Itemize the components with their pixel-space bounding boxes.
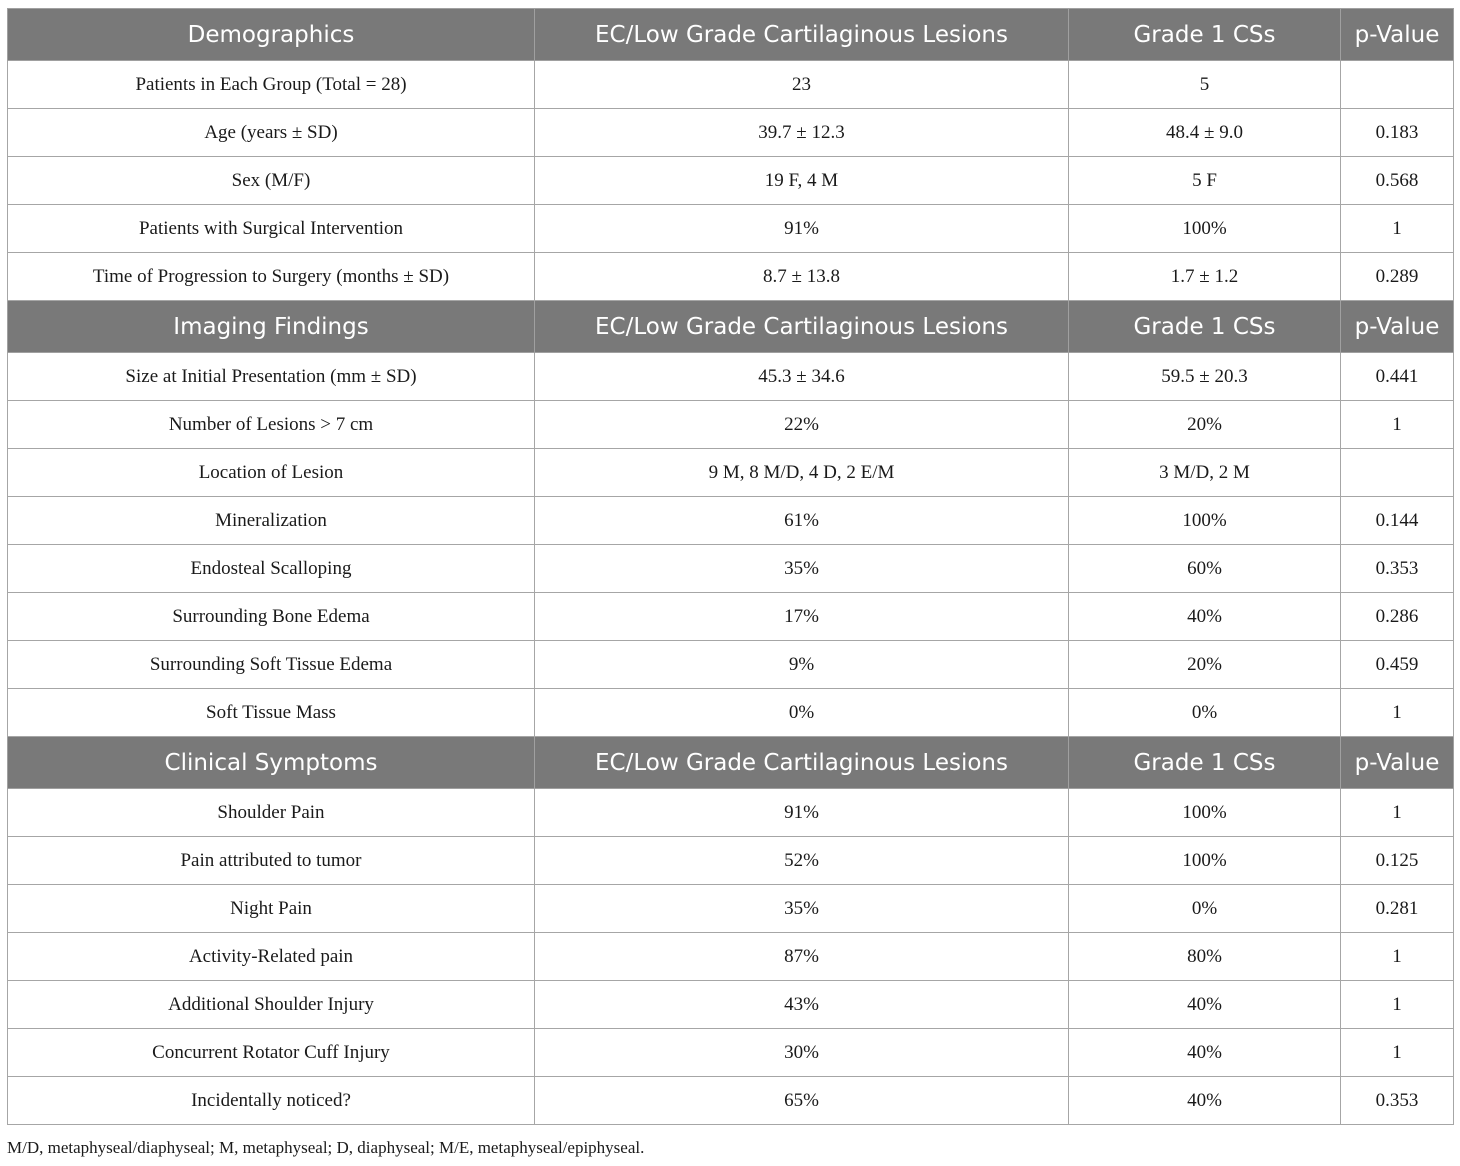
cell-p-value: 1 bbox=[1341, 205, 1454, 253]
cell-grade1-value: 59.5 ± 20.3 bbox=[1069, 353, 1341, 401]
cell-p-value: 0.568 bbox=[1341, 157, 1454, 205]
section-header-imaging-findings bbox=[8, 301, 1454, 353]
cell-grade1-value: 100% bbox=[1069, 789, 1341, 837]
cell-ec-value: 9 M, 8 M/D, 4 D, 2 E/M bbox=[535, 449, 1069, 497]
table-row bbox=[8, 401, 1454, 449]
table-row bbox=[8, 933, 1454, 981]
table-row bbox=[8, 593, 1454, 641]
header-cell: Imaging Findings bbox=[8, 301, 535, 353]
cell-grade1-value: 100% bbox=[1069, 497, 1341, 545]
row-label: Location of Lesion bbox=[8, 449, 535, 497]
row-label: Soft Tissue Mass bbox=[8, 689, 535, 737]
row-label: Additional Shoulder Injury bbox=[8, 981, 535, 1029]
cell-p-value: 1 bbox=[1341, 789, 1454, 837]
row-label: Pain attributed to tumor bbox=[8, 837, 535, 885]
header-cell: Clinical Symptoms bbox=[8, 737, 535, 789]
cell-grade1-value: 40% bbox=[1069, 1077, 1341, 1125]
row-label: Surrounding Bone Edema bbox=[8, 593, 535, 641]
cell-ec-value: 8.7 ± 13.8 bbox=[535, 253, 1069, 301]
table-row bbox=[8, 1077, 1454, 1125]
cell-ec-value: 39.7 ± 12.3 bbox=[535, 109, 1069, 157]
data-table-container bbox=[7, 8, 1453, 1125]
table-row bbox=[8, 497, 1454, 545]
table-row bbox=[8, 689, 1454, 737]
row-label: Activity-Related pain bbox=[8, 933, 535, 981]
cell-ec-value: 9% bbox=[535, 641, 1069, 689]
cell-ec-value: 52% bbox=[535, 837, 1069, 885]
cell-p-value: 0.459 bbox=[1341, 641, 1454, 689]
table-row bbox=[8, 545, 1454, 593]
header-cell: Demographics bbox=[8, 9, 535, 61]
table-body bbox=[8, 9, 1454, 1125]
row-label: Endosteal Scalloping bbox=[8, 545, 535, 593]
cell-grade1-value: 20% bbox=[1069, 401, 1341, 449]
table-row bbox=[8, 449, 1454, 497]
header-cell: EC/Low Grade Cartilaginous Lesions bbox=[535, 737, 1069, 789]
table-row bbox=[8, 641, 1454, 689]
table-row bbox=[8, 61, 1454, 109]
cell-ec-value: 19 F, 4 M bbox=[535, 157, 1069, 205]
row-label: Age (years ± SD) bbox=[8, 109, 535, 157]
row-label: Patients with Surgical Intervention bbox=[8, 205, 535, 253]
row-label: Time of Progression to Surgery (months ± SD) bbox=[8, 253, 535, 301]
cell-grade1-value: 40% bbox=[1069, 1029, 1341, 1077]
cell-p-value: 0.281 bbox=[1341, 885, 1454, 933]
header-cell: Grade 1 CSs bbox=[1069, 301, 1341, 353]
row-label: Number of Lesions > 7 cm bbox=[8, 401, 535, 449]
table-row bbox=[8, 205, 1454, 253]
row-label: Shoulder Pain bbox=[8, 789, 535, 837]
cell-p-value: 0.353 bbox=[1341, 545, 1454, 593]
cell-grade1-value: 5 bbox=[1069, 61, 1341, 109]
cell-p-value: 0.183 bbox=[1341, 109, 1454, 157]
cell-p-value: 1 bbox=[1341, 981, 1454, 1029]
cell-ec-value: 91% bbox=[535, 789, 1069, 837]
row-label: Concurrent Rotator Cuff Injury bbox=[8, 1029, 535, 1077]
header-cell: EC/Low Grade Cartilaginous Lesions bbox=[535, 9, 1069, 61]
section-header-clinical-symptoms bbox=[8, 737, 1454, 789]
cell-ec-value: 22% bbox=[535, 401, 1069, 449]
cell-grade1-value: 0% bbox=[1069, 689, 1341, 737]
table-row bbox=[8, 981, 1454, 1029]
cell-grade1-value: 48.4 ± 9.0 bbox=[1069, 109, 1341, 157]
header-cell: Grade 1 CSs bbox=[1069, 9, 1341, 61]
cell-ec-value: 23 bbox=[535, 61, 1069, 109]
section-header-demographics bbox=[8, 9, 1454, 61]
cell-ec-value: 87% bbox=[535, 933, 1069, 981]
table-footnote: M/D, metaphyseal/diaphyseal; M, metaphyseal; D, diaphyseal; M/E, metaphyseal/epiphyseal. bbox=[7, 1138, 645, 1157]
cell-grade1-value: 1.7 ± 1.2 bbox=[1069, 253, 1341, 301]
row-label: Sex (M/F) bbox=[8, 157, 535, 205]
header-cell: Grade 1 CSs bbox=[1069, 737, 1341, 789]
cell-p-value: 0.144 bbox=[1341, 497, 1454, 545]
cell-ec-value: 65% bbox=[535, 1077, 1069, 1125]
cell-ec-value: 45.3 ± 34.6 bbox=[535, 353, 1069, 401]
cell-p-value: 1 bbox=[1341, 1029, 1454, 1077]
results-table bbox=[7, 8, 1454, 1125]
cell-grade1-value: 80% bbox=[1069, 933, 1341, 981]
cell-ec-value: 91% bbox=[535, 205, 1069, 253]
cell-p-value: 0.353 bbox=[1341, 1077, 1454, 1125]
table-row bbox=[8, 1029, 1454, 1077]
cell-ec-value: 35% bbox=[535, 885, 1069, 933]
header-cell: EC/Low Grade Cartilaginous Lesions bbox=[535, 301, 1069, 353]
cell-p-value bbox=[1341, 61, 1454, 109]
cell-grade1-value: 40% bbox=[1069, 981, 1341, 1029]
table-row bbox=[8, 837, 1454, 885]
cell-p-value: 0.441 bbox=[1341, 353, 1454, 401]
row-label: Patients in Each Group (Total = 28) bbox=[8, 61, 535, 109]
table-row bbox=[8, 157, 1454, 205]
cell-ec-value: 30% bbox=[535, 1029, 1069, 1077]
row-label: Incidentally noticed? bbox=[8, 1077, 535, 1125]
table-row bbox=[8, 253, 1454, 301]
cell-p-value: 0.286 bbox=[1341, 593, 1454, 641]
cell-grade1-value: 0% bbox=[1069, 885, 1341, 933]
cell-grade1-value: 20% bbox=[1069, 641, 1341, 689]
header-cell: p-Value bbox=[1341, 737, 1454, 789]
cell-ec-value: 0% bbox=[535, 689, 1069, 737]
cell-ec-value: 35% bbox=[535, 545, 1069, 593]
table-row bbox=[8, 109, 1454, 157]
cell-ec-value: 43% bbox=[535, 981, 1069, 1029]
row-label: Surrounding Soft Tissue Edema bbox=[8, 641, 535, 689]
table-row bbox=[8, 885, 1454, 933]
row-label: Size at Initial Presentation (mm ± SD) bbox=[8, 353, 535, 401]
cell-grade1-value: 100% bbox=[1069, 837, 1341, 885]
cell-grade1-value: 3 M/D, 2 M bbox=[1069, 449, 1341, 497]
cell-grade1-value: 100% bbox=[1069, 205, 1341, 253]
cell-p-value bbox=[1341, 449, 1454, 497]
cell-grade1-value: 5 F bbox=[1069, 157, 1341, 205]
row-label: Mineralization bbox=[8, 497, 535, 545]
cell-grade1-value: 60% bbox=[1069, 545, 1341, 593]
table-row bbox=[8, 353, 1454, 401]
cell-grade1-value: 40% bbox=[1069, 593, 1341, 641]
cell-p-value: 1 bbox=[1341, 401, 1454, 449]
cell-ec-value: 61% bbox=[535, 497, 1069, 545]
cell-ec-value: 17% bbox=[535, 593, 1069, 641]
table-row bbox=[8, 789, 1454, 837]
cell-p-value: 0.289 bbox=[1341, 253, 1454, 301]
cell-p-value: 1 bbox=[1341, 933, 1454, 981]
cell-p-value: 0.125 bbox=[1341, 837, 1454, 885]
header-cell: p-Value bbox=[1341, 301, 1454, 353]
row-label: Night Pain bbox=[8, 885, 535, 933]
cell-p-value: 1 bbox=[1341, 689, 1454, 737]
header-cell: p-Value bbox=[1341, 9, 1454, 61]
